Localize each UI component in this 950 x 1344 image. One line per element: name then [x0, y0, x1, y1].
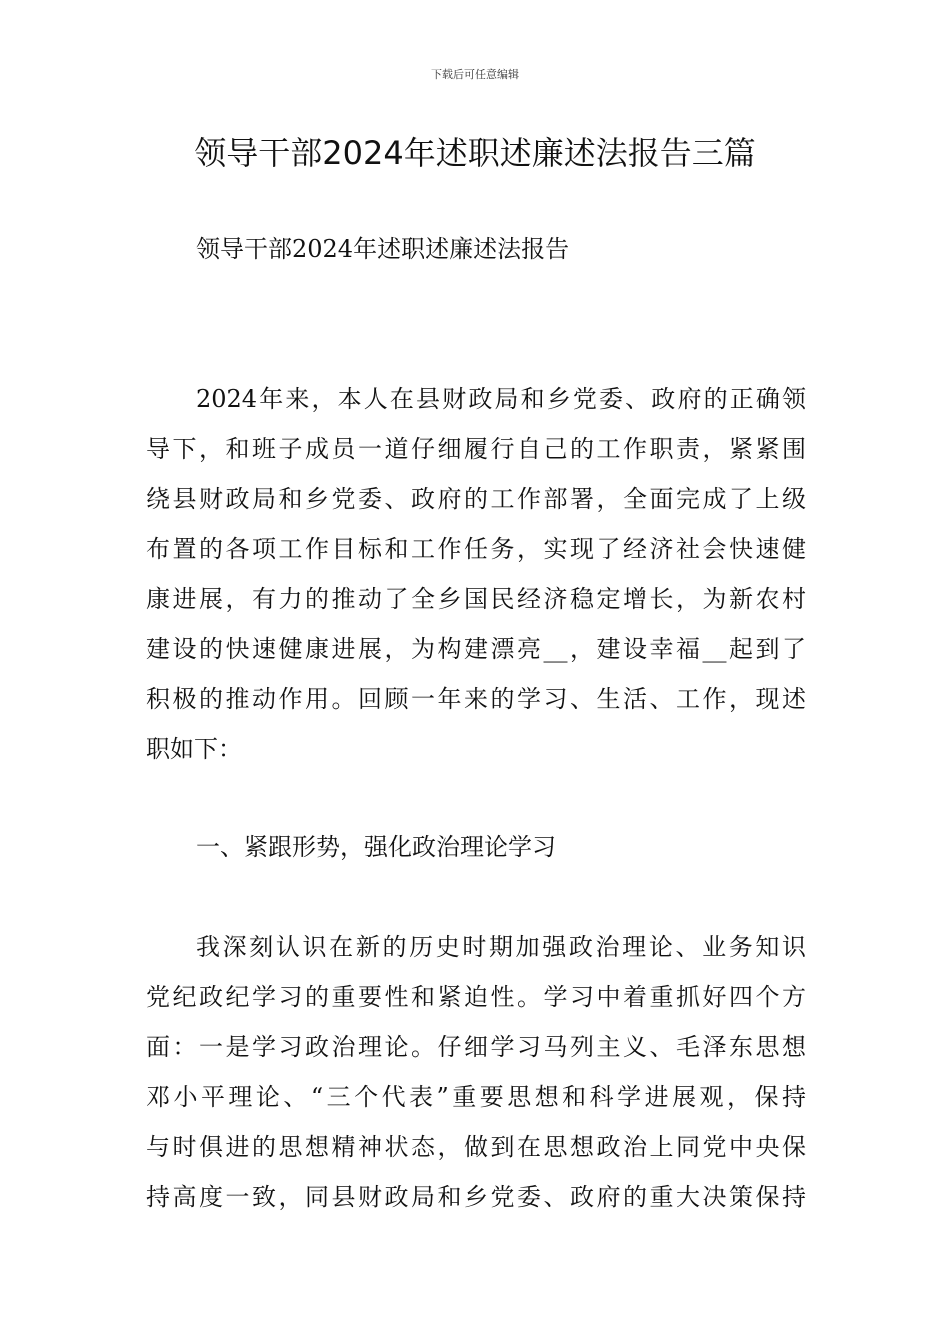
paragraph-line: 建设的快速健康进展，为构建漂亮__，建设幸福__起到了 [146, 635, 806, 663]
paragraph-line: 邓小平理论、“三个代表”重要思想和科学进展观，保持 [146, 1083, 806, 1111]
paragraph-line: 2024年来，本人在县财政局和乡党委、政府的正确领 [196, 385, 806, 413]
section-heading-1: 一、紧跟形势，强化政治理论学习 [196, 833, 556, 861]
report-subtitle: 领导干部2024年述职述廉述法报告 [196, 235, 570, 263]
paragraph-line: 我深刻认识在新的历史时期加强政治理论、业务知识 [196, 933, 806, 961]
paragraph-line: 康进展，有力的推动了全乡国民经济稳定增长，为新农村 [146, 585, 806, 613]
document-title: 领导干部2024年述职述廉述法报告三篇 [194, 134, 756, 172]
paragraph-line: 积极的推动作用。回顾一年来的学习、生活、工作，现述 [146, 685, 806, 713]
paragraph-line: 持高度一致，同县财政局和乡党委、政府的重大决策保持 [146, 1183, 806, 1211]
paragraph-line: 与时俱进的思想精神状态，做到在思想政治上同党中央保 [146, 1133, 806, 1161]
paragraph-line: 党纪政纪学习的重要性和紧迫性。学习中着重抓好四个方 [146, 983, 806, 1011]
paragraph-line: 导下，和班子成员一道仔细履行自己的工作职责，紧紧围 [146, 435, 806, 463]
header-note: 下载后可任意编辑 [431, 68, 519, 81]
paragraph-line: 职如下： [146, 735, 242, 763]
paragraph-line: 布置的各项工作目标和工作任务，实现了经济社会快速健 [146, 535, 806, 563]
paragraph-line: 绕县财政局和乡党委、政府的工作部署，全面完成了上级 [146, 485, 806, 513]
paragraph-line: 面：一是学习政治理论。仔细学习马列主义、毛泽东思想 [146, 1033, 806, 1061]
